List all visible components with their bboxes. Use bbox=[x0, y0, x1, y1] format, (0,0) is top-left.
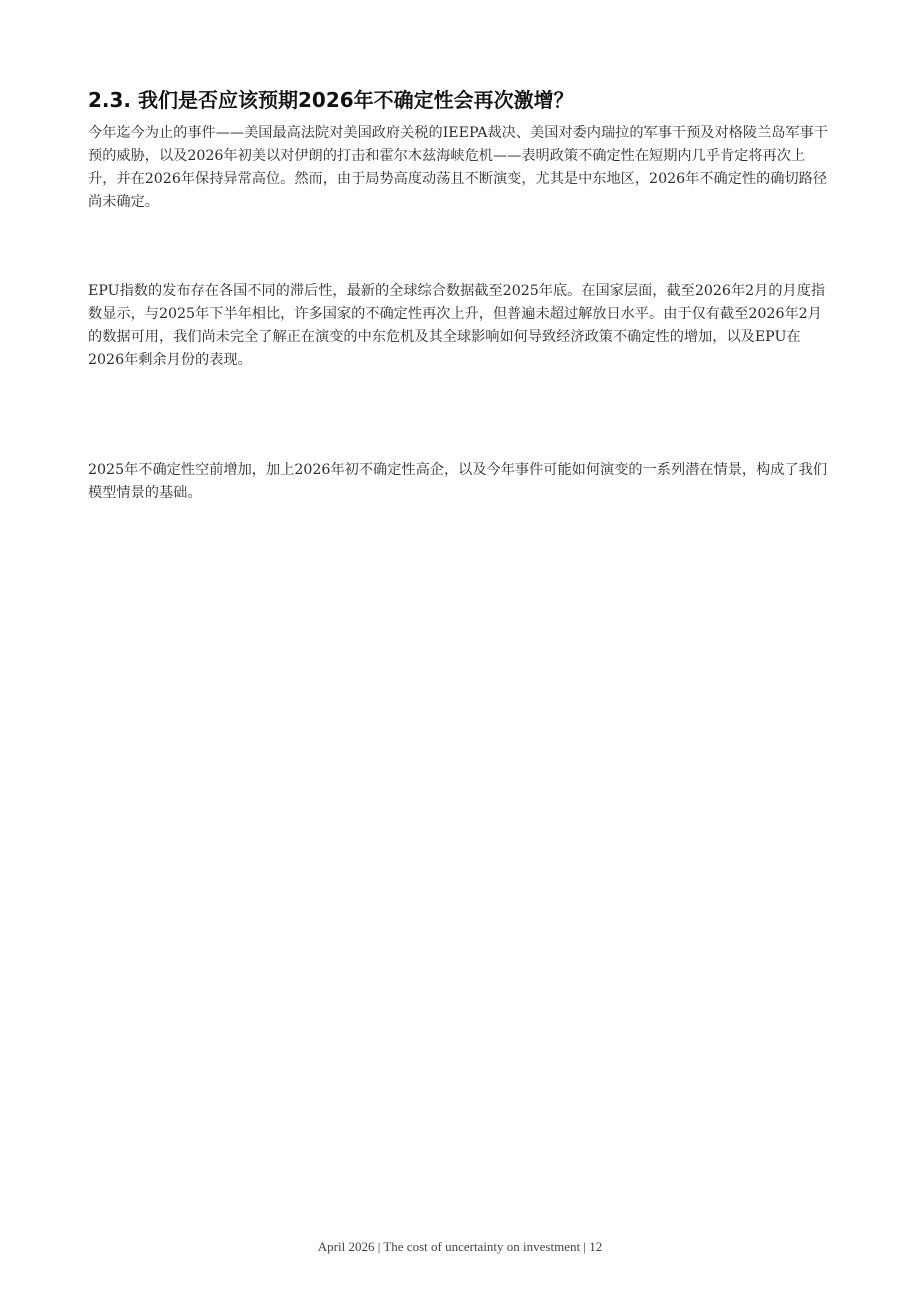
section-heading: 2.3. 我们是否应该预期2026年不确定性会再次激增？ bbox=[88, 88, 574, 112]
body-paragraph-3: 2025年不确定性空前增加，加上2026年初不确定性高企，以及今年事件可能如何演变的一系列潜在情景，构成了我们模型情景的基础。 bbox=[88, 462, 828, 501]
body-paragraph-2: EPU指数的发布存在各国不同的滞后性，最新的全球综合数据截至2025年底。在国家层面，截至2026年2月的月度指数显示，与2025年下半年相比，许多国家的不确定性再次上升，但普遍未超过解放日水平。由于仅有截至2026年2月的数据可用，我们尚未完全了解正在演变的中东危机及其全球影响如何导致经济政策不确定性的增加，以及EPU在2026年剩余月份的表现。 bbox=[88, 283, 826, 368]
body-paragraph-1: 今年迄今为止的事件——美国最高法院对美国政府关税的IEEPA裁决、美国对委内瑞拉的军事干预及对格陵兰岛军事干预的威胁，以及2026年初美以对伊朗的打击和霍尔木兹海峡危机——表明政策不确定性在短期内几乎肯定将再次上升，并在2026年保持异常高位。然而，由于局势高度动荡且不断演变，尤其是中东地区，2026年不确定性的确切路径尚未确定。 bbox=[88, 125, 828, 210]
page-footer: April 2026 | The cost of uncertainty on investment | 12 bbox=[317, 1239, 603, 1254]
